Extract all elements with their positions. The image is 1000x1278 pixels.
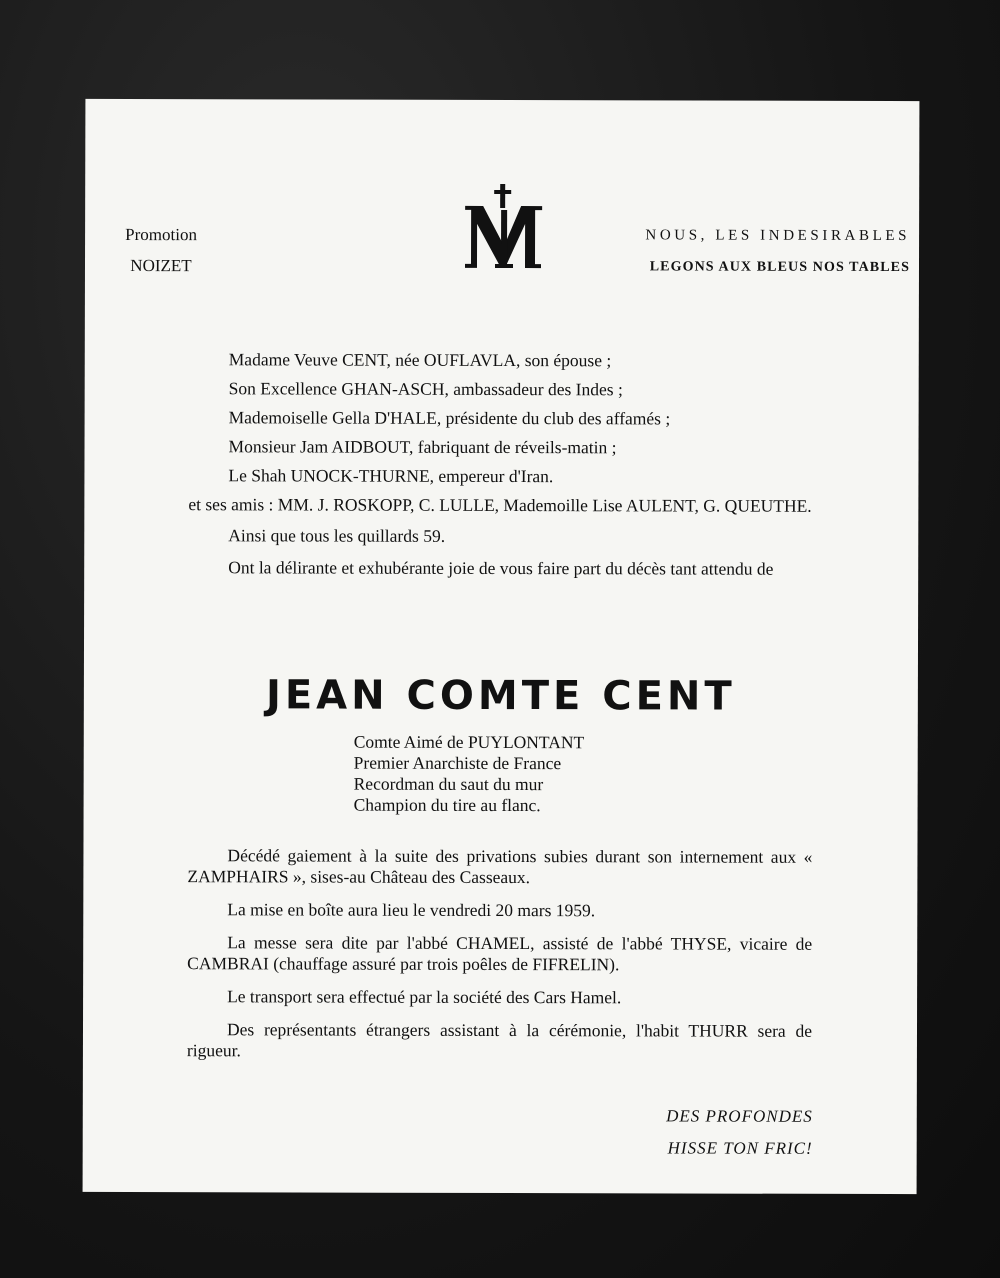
family-line: Monsieur Jam AIDBOUT, fabriquant de réveils-matin ; <box>228 436 617 458</box>
title-line: Champion du tire au flanc. <box>353 794 541 816</box>
friends-line: et ses amis : MM. J. ROSKOPP, C. LULLE, Mademoille Lise AULENT, G. QUEUTHE. <box>188 494 812 516</box>
family-line: Madame Veuve CENT, née OUFLAVLA, son épouse ; <box>228 349 612 371</box>
detail-paragraph: La mise en boîte aura lieu le vendredi 20 mars 1959. <box>227 899 596 921</box>
family-list <box>188 345 814 579</box>
deceased-name: JEAN COMTE CENT <box>265 672 736 720</box>
quillards-line: Ainsi que tous les quillards 59. <box>228 525 446 546</box>
cross-m-monogram-icon <box>455 184 555 276</box>
title-line: Premier Anarchiste de France <box>353 752 562 774</box>
detail-paragraph: La messe sera dite par l'abbé CHAMEL, assisté de l'abbé THYSE, vicaire de CAMBRAI (chauffage assuré par trois poêles de FIFRELIN). <box>187 932 813 975</box>
title-line: Recordman du saut du mur <box>353 773 544 795</box>
header-left <box>111 219 211 281</box>
notice-sheet <box>83 99 920 1194</box>
family-line: Le Shah UNOCK-THURNE, empereur d'Iran. <box>228 465 554 487</box>
details-list <box>187 845 813 1063</box>
signature-block <box>583 1100 813 1165</box>
header-right <box>610 220 910 283</box>
signature-line-1: DES PROFONDES <box>666 1106 813 1126</box>
detail-paragraph: Des représentants étrangers assistant à la cérémonie, l'habit THURR sera de rigueur. <box>186 1019 813 1061</box>
title-line: Comte Aimé de PUYLONTANT <box>353 731 585 753</box>
titles-list <box>354 732 585 817</box>
family-line: Mademoiselle Gella D'HALE, présidente du club des affamés ; <box>228 407 671 429</box>
announce-line: Ont la délirante et exhubérante joie de vous faire part du décès tant attendu de <box>228 557 774 579</box>
detail-paragraph: Le transport sera effectué par la société des Cars Hamel. <box>227 986 622 1008</box>
family-line: Son Excellence GHAN-ASCH, ambassadeur des Indes ; <box>228 378 623 400</box>
promotion-name: NOIZET <box>130 256 192 276</box>
motto-line-1: NOUS, LES INDESIRABLES <box>645 227 911 245</box>
motto-line-2: LEGONS AUX BLEUS NOS TABLES <box>649 259 911 276</box>
promotion-label: Promotion <box>125 225 197 245</box>
detail-paragraph: Décédé gaiement à la suite des privations subies durant son internement aux « ZAMPHAIRS », sises-au Château des Casseaux. <box>187 845 813 888</box>
signature-line-2: HISSE TON FRIC! <box>667 1138 813 1158</box>
